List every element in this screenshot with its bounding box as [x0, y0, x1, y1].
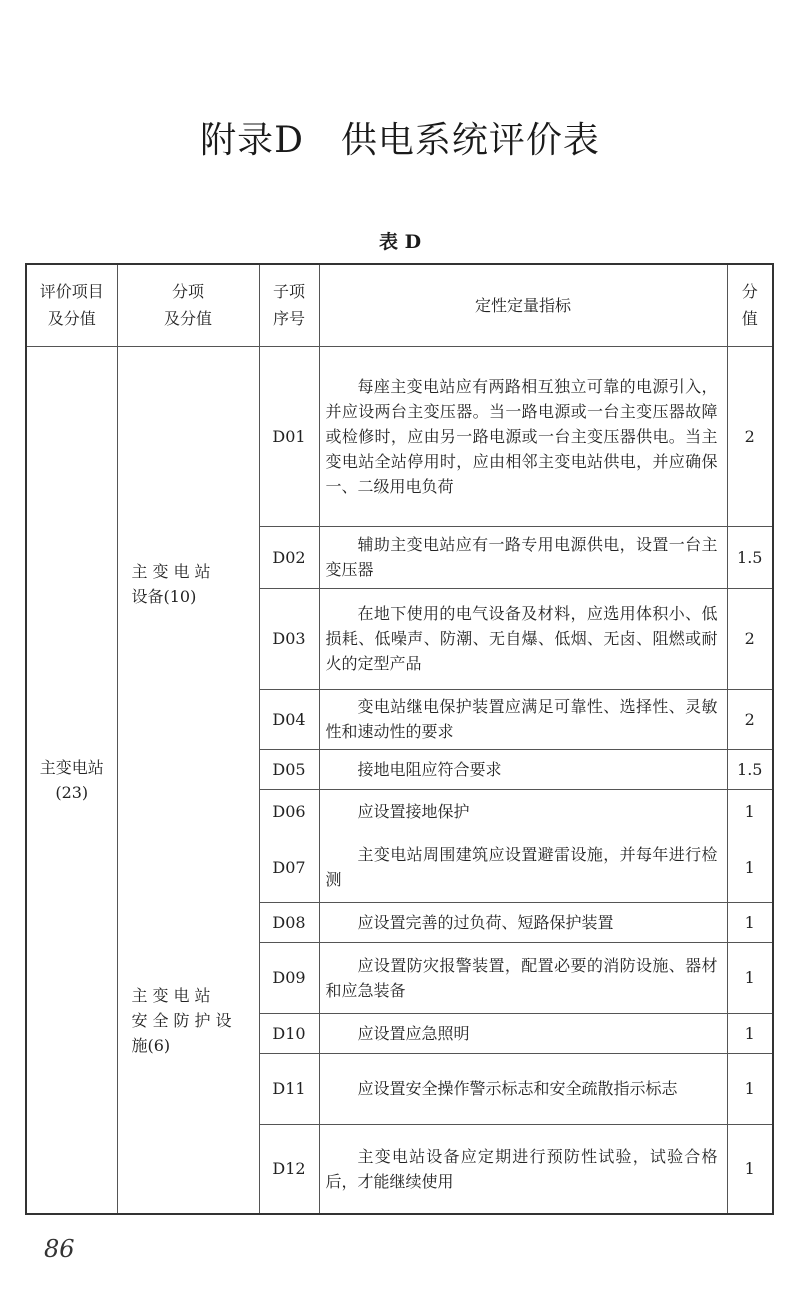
page-number: 86: [44, 1235, 75, 1263]
item-text: [319, 942, 727, 1013]
category-cell: [26, 346, 117, 1214]
item-id: D08: [259, 902, 319, 942]
item-id: D04: [259, 689, 319, 749]
item-text-body: 主变电站周围建筑应设置避雷设施，并每年进行检测: [325, 845, 718, 890]
item-text: [319, 526, 727, 588]
subcategory-text: 主变电站: [131, 561, 216, 581]
item-id: D05: [259, 749, 319, 789]
header-category: [26, 264, 117, 346]
table-row: [26, 942, 773, 1013]
evaluation-table: [25, 263, 774, 1215]
subcategory-text: 主变电站: [131, 986, 216, 1005]
item-text: [319, 1053, 727, 1124]
item-score: 1: [727, 789, 773, 833]
item-id: D10: [259, 1013, 319, 1053]
item-score: 1: [727, 833, 773, 902]
subcategory-cell: [117, 942, 259, 1214]
subcategory-text: 设备(10): [131, 586, 197, 606]
header-text: 子项: [272, 282, 305, 302]
category-score: (23): [55, 782, 89, 802]
item-score: 1.5: [727, 749, 773, 789]
header-row: [26, 264, 773, 346]
item-id: D02: [259, 526, 319, 588]
item-text-body: 应设置接地保护: [357, 801, 470, 821]
table-caption: 表 D: [378, 231, 422, 253]
item-text: [319, 689, 727, 749]
header-item-id: [259, 264, 319, 346]
item-score: 2: [727, 588, 773, 689]
header-subcategory: [117, 264, 259, 346]
header-text: 值: [741, 309, 758, 329]
item-text: [319, 789, 727, 833]
item-text-body: 应设置防灾报警装置，配置必要的消防设施、器材和应急装备: [325, 955, 718, 1000]
header-text: 分: [741, 282, 758, 302]
subcategory-text: 安全防护设: [131, 1011, 237, 1030]
item-score: 2: [727, 689, 773, 749]
header-text: 序号: [272, 309, 305, 329]
item-text: [319, 1124, 727, 1214]
category-name: 主变电站: [39, 757, 104, 777]
header-text: 及分值: [47, 309, 96, 329]
header-text: 评价项目: [39, 282, 104, 302]
subcategory-text: 施(6): [131, 1036, 171, 1055]
item-score: 1: [727, 1124, 773, 1214]
item-text: [319, 346, 727, 526]
subcategory-1: [132, 347, 249, 609]
item-text-body: 变电站继电保护装置应满足可靠性、选择性、灵敏性和速动性的要求: [325, 697, 718, 741]
header-text: 分项: [171, 282, 204, 302]
header-text: 及分值: [163, 309, 212, 329]
item-id: D06: [259, 789, 319, 833]
item-text-body: 接地电阻应符合要求: [357, 759, 502, 779]
item-text-body: 应设置安全操作警示标志和安全疏散指示标志: [357, 1079, 678, 1098]
item-score: 1.5: [727, 526, 773, 588]
item-text-body: 应设置应急照明: [357, 1023, 470, 1043]
item-score: 1: [727, 942, 773, 1013]
item-text-body: 每座主变电站应有两路相互独立可靠的电源引入，并应设两台主变压器。当一路电源或一台主变压器故障或检修时，应由另一路电源或一台主变压器供电。当主变电站全站停用时，应由相邻主变电站供电，并应确保一、二级用电负荷: [325, 376, 718, 496]
item-text: [319, 833, 727, 902]
item-text-body: 在地下使用的电气设备及材料，应选用体积小、低损耗、低噪声、防潮、无自爆、低烟、无卤、阻燃或耐火的定型产品: [325, 604, 718, 673]
subcategory-2: [132, 942, 249, 1058]
item-text-body: 主变电站设备应定期进行预防性试验，试验合格后，才能继续使用: [325, 1146, 718, 1191]
item-id: D07: [259, 833, 319, 902]
item-id: D01: [259, 346, 319, 526]
item-score: 1: [727, 902, 773, 942]
item-id: D12: [259, 1124, 319, 1214]
item-id: D03: [259, 588, 319, 689]
item-score: 1: [727, 1013, 773, 1053]
table-row: [26, 346, 773, 526]
item-text: [319, 1013, 727, 1053]
item-text: [319, 902, 727, 942]
item-text-body: 应设置完善的过负荷、短路保护装置: [357, 912, 614, 932]
item-text: [319, 749, 727, 789]
subcategory-cell: [117, 346, 259, 942]
header-indicator: 定性定量指标: [319, 264, 727, 346]
item-text-body: 辅助主变电站应有一路专用电源供电，设置一台主变压器: [325, 535, 718, 579]
item-score: 2: [727, 346, 773, 526]
item-score: 1: [727, 1053, 773, 1124]
header-score: [727, 264, 773, 346]
page-title: 附录D 供电系统评价表: [200, 120, 600, 161]
item-text: [319, 588, 727, 689]
item-id: D11: [259, 1053, 319, 1124]
item-id: D09: [259, 942, 319, 1013]
